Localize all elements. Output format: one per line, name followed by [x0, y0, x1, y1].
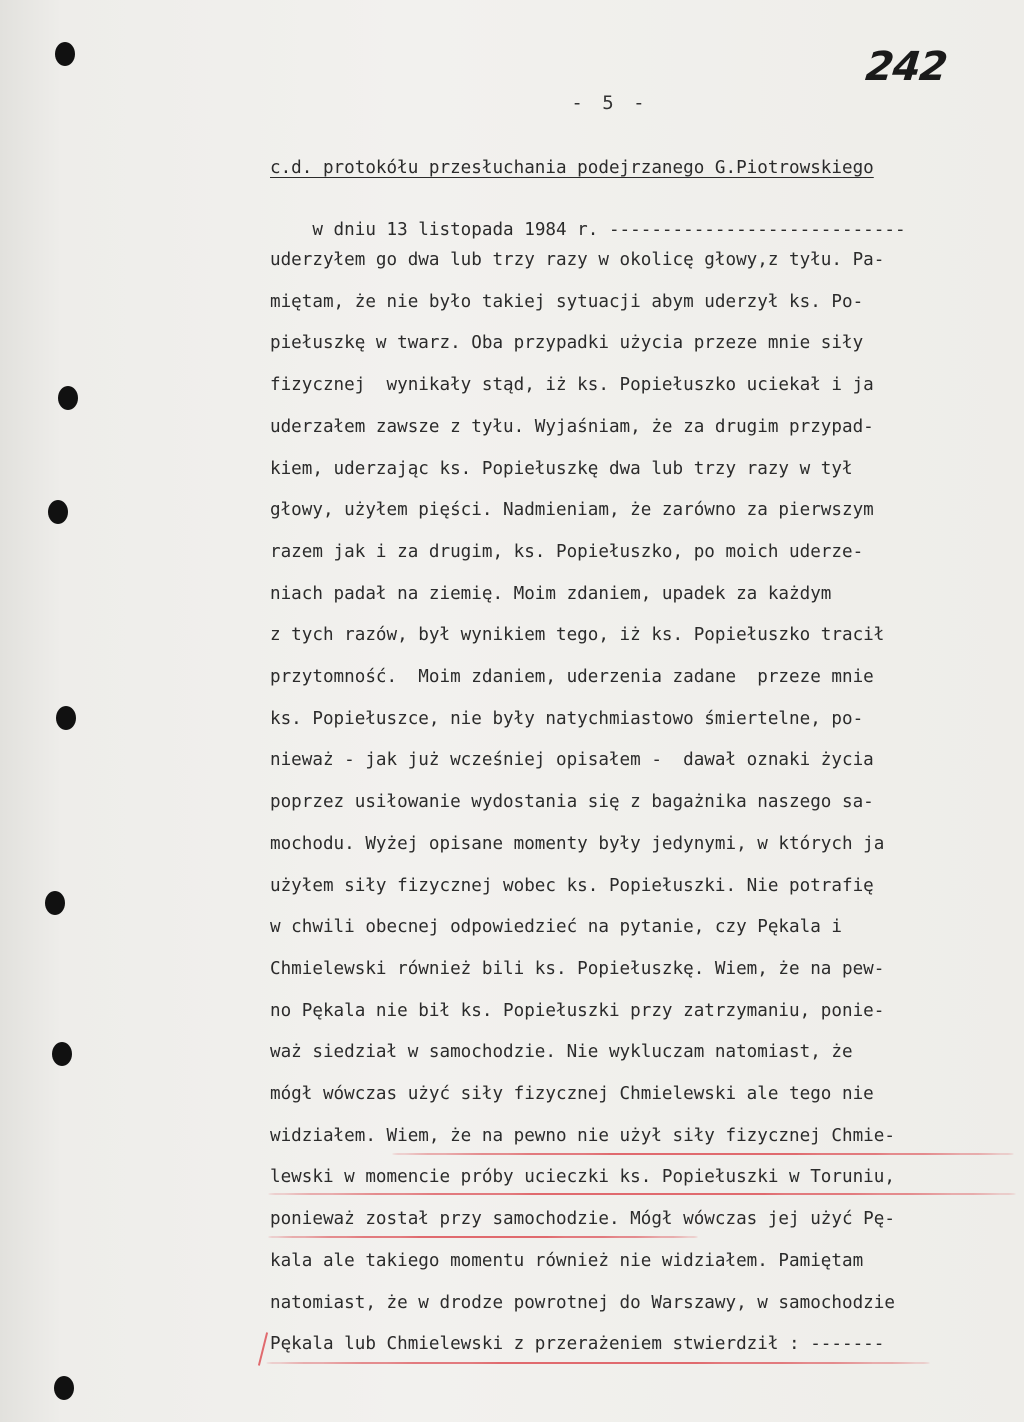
header-line-1: c.d. protokółu przesłuchania podejrzanego G.Piotrowskiego — [270, 158, 874, 178]
body-line: razem jak i za drugim, ks. Popiełuszko, po moich uderze- — [270, 541, 864, 562]
body-line: natomiast, że w drodze powrotnej do Warszawy, w samochodzie — [270, 1292, 895, 1313]
body-line: mógł wówczas użyć siły fizycznej Chmielewski ale tego nie — [270, 1084, 874, 1104]
body-line: ponieważ został przy samochodzie. Mógł wówczas jej użyć Pę- — [270, 1209, 895, 1230]
red-underline — [268, 1193, 1016, 1195]
body-line: przytomność. Moim zdaniem, uderzenia zadane przeze mnie — [270, 667, 874, 687]
body-line: z tych razów, był wynikiem tego, iż ks. Popiełuszko tracił — [270, 625, 885, 646]
punch-hole — [55, 42, 75, 66]
body-line: poprzez usiłowanie wydostania się z bagażnika naszego sa- — [270, 792, 874, 813]
body-line: uderzałem zawsze z tyłu. Wyjaśniam, że za drugim przypad- — [270, 416, 874, 437]
punch-hole — [58, 386, 78, 410]
body-line: Chmielewski również bili ks. Popiełuszkę. Wiem, że na pew- — [270, 958, 885, 979]
red-underline — [392, 1153, 1014, 1155]
body-line: kala ale takiego momentu również nie widziałem. Pamiętam — [270, 1250, 864, 1271]
punch-hole — [45, 891, 65, 915]
body-line: użyłem siły fizycznej wobec ks. Popiełuszki. Nie potrafię — [270, 875, 874, 896]
body-line: nieważ - jak już wcześniej opisałem - dawał oznaki życia — [270, 750, 874, 771]
body-line: mochodu. Wyżej opisane momenty były jedynymi, w których ja — [270, 833, 885, 854]
red-underline — [268, 1236, 698, 1238]
red-margin-mark — [258, 1332, 268, 1365]
body-line: kiem, uderzając ks. Popiełuszkę dwa lub trzy razy w tył — [270, 458, 853, 479]
punch-hole — [48, 500, 68, 524]
page-number: - 5 - — [571, 92, 649, 114]
body-line: fizycznej wynikały stąd, iż ks. Popiełuszko uciekał i ja — [270, 375, 874, 396]
body-line: niach padał na ziemię. Moim zdaniem, upadek za każdym — [270, 583, 832, 604]
punch-hole — [56, 706, 76, 730]
body-line: w chwili obecnej odpowiedzieć na pytanie, czy Pękala i — [270, 917, 842, 938]
body-line: Pękala lub Chmielewski z przerażeniem stwierdził : ------- — [270, 1334, 885, 1355]
body-line: piełuszkę w twarz. Oba przypadki użycia przeze mnie siły — [270, 333, 864, 354]
body-line: ks. Popiełuszce, nie były natychmiastowo śmiertelne, po- — [270, 708, 864, 729]
archive-page-number: 242 — [863, 44, 949, 90]
punch-hole — [54, 1376, 74, 1400]
red-underline — [266, 1362, 930, 1364]
body-line: widziałem. Wiem, że na pewno nie użył siły fizycznej Chmie- — [270, 1125, 895, 1146]
body-line: uderzyłem go dwa lub trzy razy w okolicę głowy,z tyłu. Pa- — [270, 250, 885, 270]
body-line: waż siedział w samochodzie. Nie wykluczam natomiast, że — [270, 1042, 853, 1063]
body-line: no Pękala nie bił ks. Popiełuszki przy zatrzymaniu, ponie- — [270, 1000, 885, 1021]
body-line: głowy, użyłem pięści. Nadmieniam, że zarówno za pierwszym — [270, 500, 874, 521]
body-line: lewski w momencie próby ucieczki ks. Popiełuszki w Toruniu, — [270, 1167, 895, 1188]
header-line-2-text: w dniu 13 listopada 1984 r. ---------------------------- — [312, 220, 906, 240]
punch-hole — [52, 1042, 72, 1066]
body-line: miętam, że nie było takiej sytuacji abym uderzył ks. Po- — [270, 291, 864, 312]
